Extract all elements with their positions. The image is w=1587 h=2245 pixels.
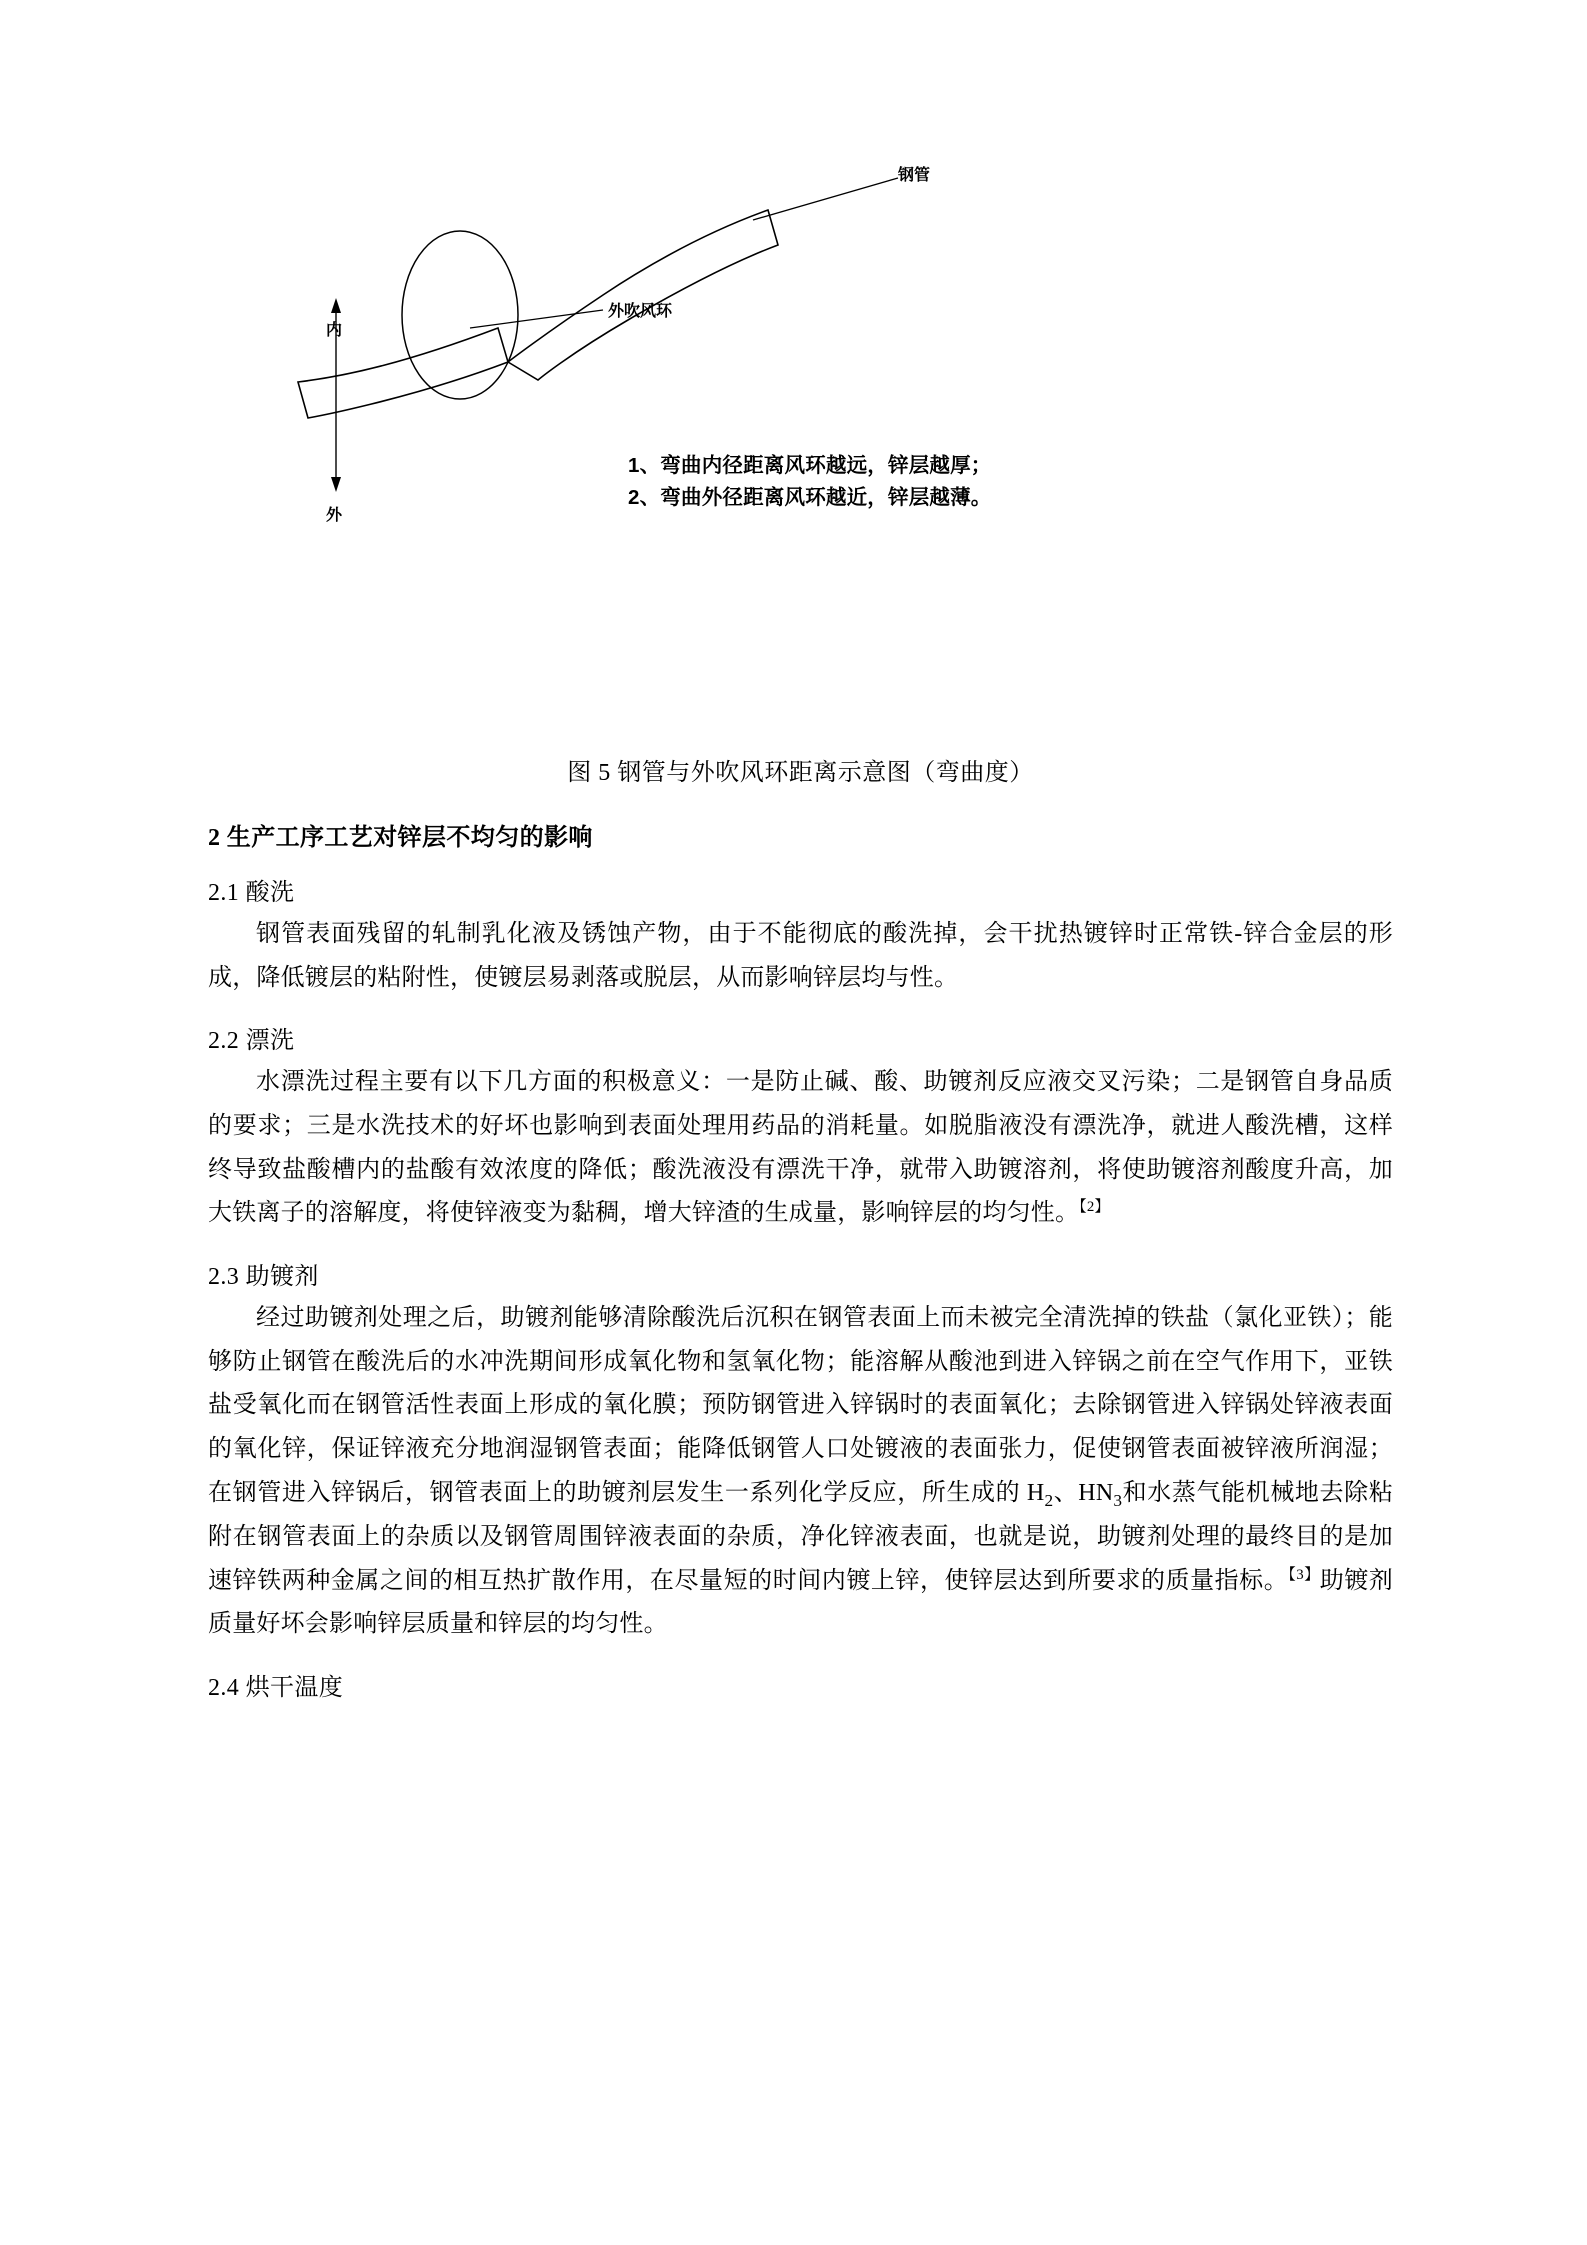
reference-marker-3: 【3】 bbox=[1288, 1566, 1320, 1583]
page-content bbox=[208, 0, 1393, 1702]
figure-label-air-ring: 外吹风环 bbox=[608, 303, 673, 320]
paragraph-2-3-part4: 助镀剂质量好坏会影响锌层质量和锌层的均匀性。 bbox=[208, 1567, 1393, 1638]
heading-2-2: 2.2 漂洗 bbox=[208, 1028, 295, 1055]
arrow-head-down-icon bbox=[331, 477, 341, 492]
heading-section-2: 2 生产工序工艺对锌层不均匀的影响 bbox=[208, 825, 593, 851]
figure-note-1: 1、弯曲内径距离风环越远，锌层越厚； bbox=[628, 454, 992, 477]
arrow-head-up-icon bbox=[331, 298, 341, 313]
heading-2-3: 2.3 助镀剂 bbox=[208, 1264, 319, 1291]
figure-diagram bbox=[208, 150, 1393, 580]
paragraph-2-1: 钢管表面残留的轧制乳化液及锈蚀产物，由于不能彻底的酸洗掉，会干扰热镀锌时正常铁-锌合金层的形成，降低镀层的粘附性，使镀层易剥落或脱层，从而影响锌层均与性。 bbox=[208, 921, 1393, 991]
figure-label-pipe: 钢管 bbox=[898, 167, 931, 184]
figure-5 bbox=[208, 150, 1393, 760]
paragraph-2-2-text: 水漂洗过程主要有以下几方面的积极意义：一是防止碱、酸、助镀剂反应液交叉污染；二是钢管自身品质的要求；三是水洗技术的好坏也影响到表面处理用药品的消耗量。如脱脂液没有漂洗净，就进人酸洗槽，这样终导致盐酸槽内的盐酸有效浓度的降低；酸洗液没有漂洗干净，就带入助镀溶剂，将使助镀溶剂酸度升高，加大铁离子的溶解度，将使锌液变为黏稠，增大锌渣的生成量，影响锌层的均匀性。 bbox=[208, 1069, 1393, 1227]
formula-subscript-1: 2 bbox=[1044, 1490, 1054, 1510]
heading-2-1: 2.1 酸洗 bbox=[208, 880, 295, 906]
paragraph-2-3 bbox=[208, 1297, 1393, 1647]
figure-note-2: 2、弯曲外径距离风环越近，锌层越薄。 bbox=[628, 485, 992, 509]
figure-caption: 图 5 钢管与外吹风环距离示意图（弯曲度） bbox=[567, 760, 1034, 786]
reference-marker-2: 【2】 bbox=[1079, 1199, 1110, 1216]
heading-2-4: 2.4 烘干温度 bbox=[208, 1674, 344, 1701]
figure-label-inner: 内 bbox=[326, 322, 343, 339]
paragraph-2-2 bbox=[208, 1061, 1393, 1236]
formula-subscript-2: 3 bbox=[1113, 1490, 1123, 1510]
paragraph-2-3-part2: 、HN bbox=[1053, 1479, 1114, 1506]
steel-pipe-shape bbox=[508, 210, 778, 380]
leader-line-pipe bbox=[753, 178, 898, 220]
paragraph-2-3-part1: 经过助镀剂处理之后，助镀剂能够清除酸洗后沉积在钢管表面上而未被完全清洗掉的铁盐（氯化亚铁）；能够防止钢管在酸洗后的水冲洗期间形成氧化物和氢氧化物；能溶解从酸池到进入锌锅之前在空气作用下，亚铁盐受氧化而在钢管活性表面上形成的氧化膜；预防钢管进入锌锅时的表面氧化；去除钢管进入锌锅处锌液表面的氧化锌，保证锌液充分地润湿钢管表面；能降低钢管人口处镀液的表面张力，促使钢管表面被锌液所润湿；在钢管进入锌锅后，钢管表面上的助镀剂层发生一系列化学反应，所生成的 H bbox=[208, 1305, 1393, 1506]
paragraph-2-3-part3: 和水蒸气能机械地去除粘附在钢管表面上的杂质以及钢管周围锌液表面的杂质，净化锌液表面，也就是说，助镀剂处理的最终目的是加速锌铁两种金属之间的相互热扩散作用，在尽量短的时间内镀上锌，使锌层达到所要求的质量指标。 bbox=[208, 1479, 1393, 1594]
figure-notes bbox=[628, 450, 992, 514]
figure-label-outer: 外 bbox=[326, 507, 343, 524]
steel-pipe-shape-lower bbox=[298, 328, 508, 418]
